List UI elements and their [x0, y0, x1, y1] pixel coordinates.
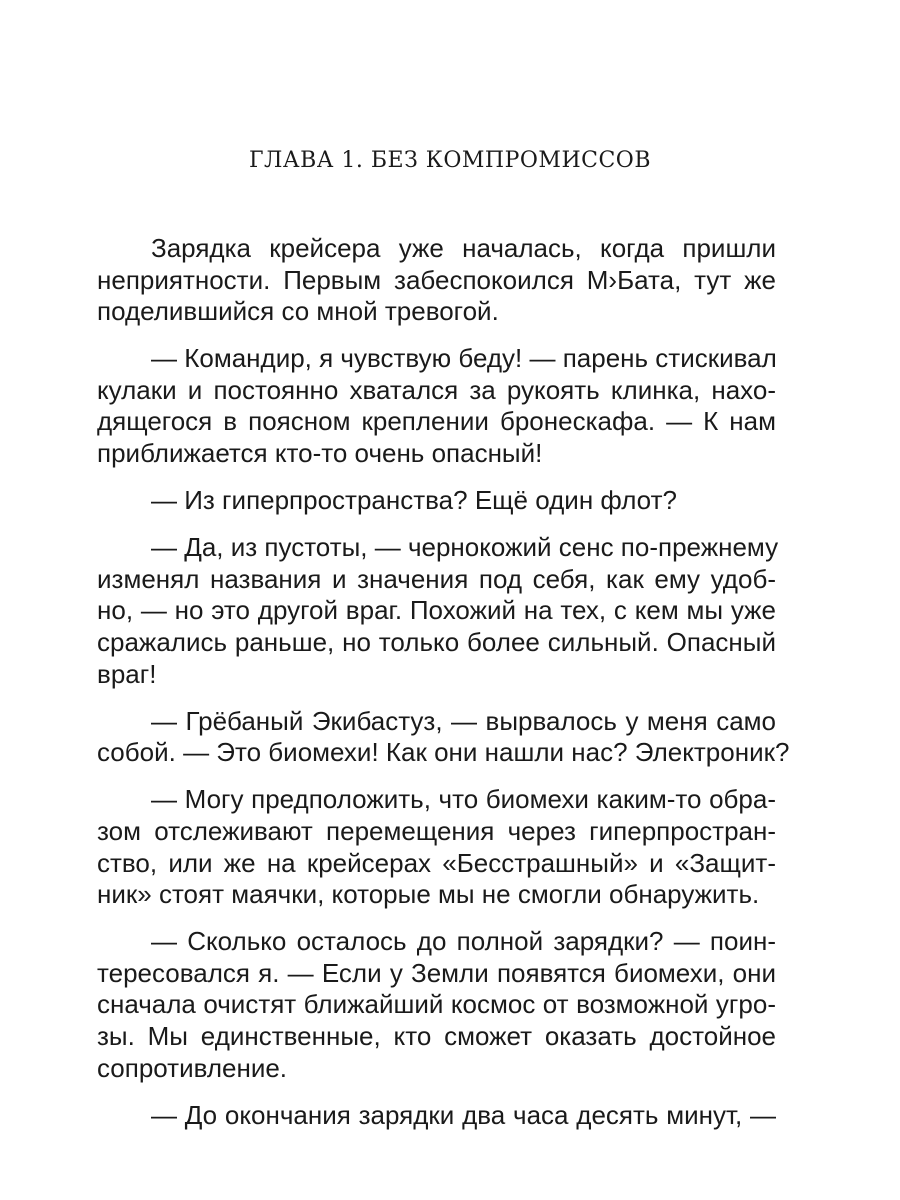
- text-line: ство, или же на крейсерах «Бесстрашный» и «Защит-: [97, 847, 776, 878]
- text-line: изменял названия и значения под себя, как ему удоб-: [97, 563, 776, 594]
- text-line: Зарядка крейсера уже началась, когда пришли: [151, 233, 776, 263]
- text-line: — До окончания зарядки два часа десять минут, —: [151, 1099, 776, 1130]
- text-line: собой. — Это биомехи! Как они нашли нас? Электроник?: [97, 737, 790, 768]
- paragraph: [97, 784, 776, 910]
- text-line: неприятности. Первым забеспокоился М›Бата, тут же: [97, 264, 776, 295]
- text-line: — Из гиперпространства? Ещё один флот?: [151, 485, 677, 516]
- text-line: — Сколько осталось до полной зарядки? — поин-: [151, 926, 776, 957]
- text-line: — Грёбаный Экибастуз, — вырвалось у меня само: [151, 705, 776, 736]
- paragraph: [97, 705, 790, 769]
- text-line: но, — но это другой враг. Похожий на тех, с кем мы уже: [97, 595, 776, 626]
- text-line: ник» стоят маячки, которые мы не смогли обнаружить.: [97, 879, 760, 910]
- text-line: дящегося в поясном креплении бронескафа. — К нам: [97, 406, 776, 437]
- text-line: сопротивление.: [97, 1052, 288, 1083]
- chapter-body: [97, 233, 790, 1147]
- text-line: — Командир, я чувствую беду! — парень стискивал: [151, 343, 777, 374]
- paragraph: [97, 1100, 776, 1132]
- paragraph: [97, 926, 776, 1084]
- text-line: приближается кто-то очень опасный!: [97, 438, 543, 469]
- text-line: кулаки и постоянно хватался за рукоять клинка, нахо-: [97, 374, 776, 405]
- paragraph: [97, 532, 779, 690]
- text-line: — Да, из пустоты, — чернокожий сенс по-прежнему: [151, 532, 779, 563]
- chapter-title: ГЛАВА 1. БЕЗ КОМПРОМИССОВ: [248, 148, 651, 173]
- text-line: зы. Мы единственные, кто сможет оказать достойное: [97, 1021, 776, 1052]
- text-line: зом отслеживают перемещения через гиперпростран-: [97, 816, 776, 846]
- text-line: поделившийся со мной тревогой.: [97, 296, 499, 327]
- text-line: сражались раньше, но только более сильный. Опасный: [97, 627, 776, 658]
- text-line: — Могу предположить, что биомехи каким-то обра-: [151, 784, 776, 815]
- paragraph: [97, 233, 776, 328]
- paragraph: [97, 343, 776, 469]
- text-line: сначала очистят ближайший космос от возможной угро-: [97, 989, 776, 1020]
- text-line: тересовался я. — Если у Земли появятся биомехи, они: [97, 957, 776, 988]
- paragraph: [97, 485, 776, 517]
- text-line: враг!: [97, 658, 157, 689]
